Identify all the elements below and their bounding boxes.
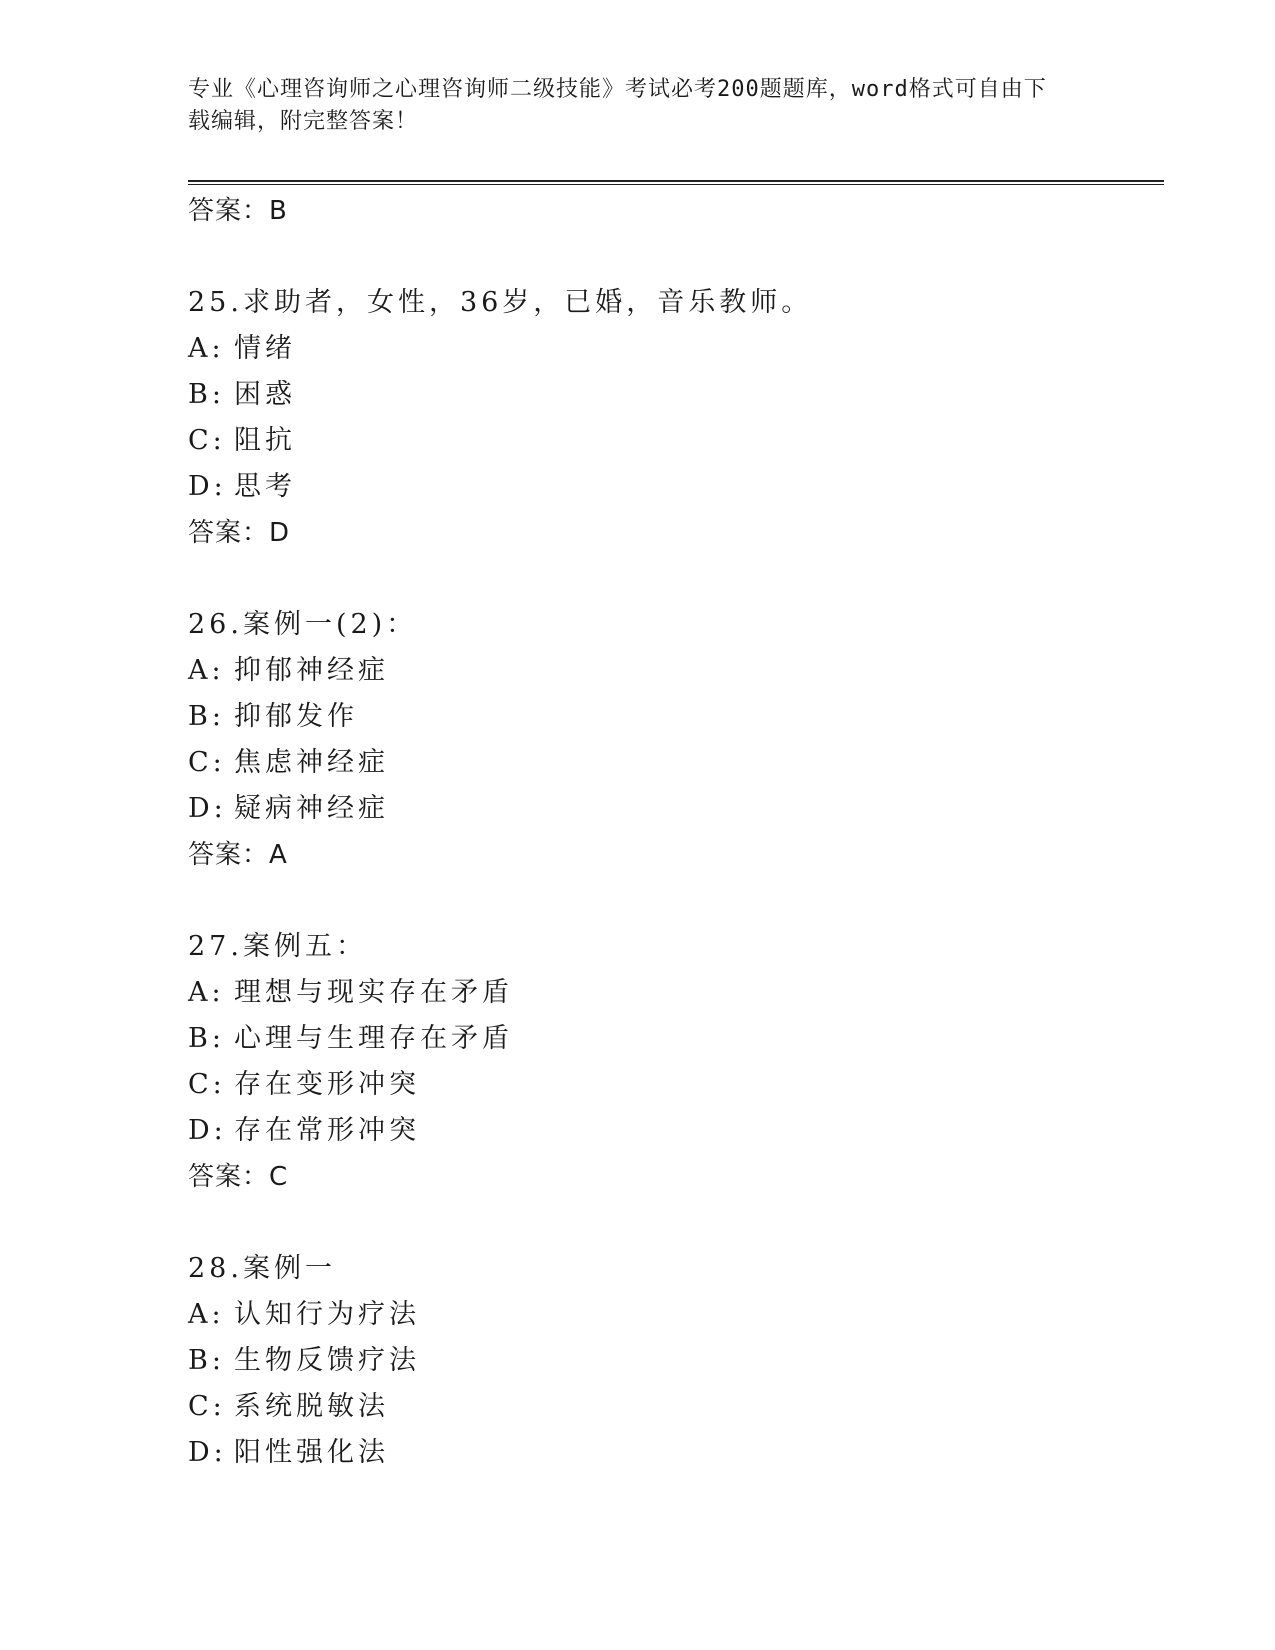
header-divider xyxy=(188,180,1164,185)
option-text: 生物反馈疗法 xyxy=(234,1345,420,1376)
option-label: A: xyxy=(188,333,225,364)
option-b xyxy=(188,1338,1164,1384)
option-text: 疑病神经症 xyxy=(234,793,389,824)
option-text: 困惑 xyxy=(234,379,296,410)
option-text: 系统脱敏法 xyxy=(234,1391,389,1422)
option-a xyxy=(188,1292,1164,1338)
option-b xyxy=(188,372,1164,418)
option-text: 情绪 xyxy=(234,333,296,364)
option-label: A: xyxy=(188,977,225,1008)
option-d xyxy=(188,1430,1164,1476)
option-label: A: xyxy=(188,655,225,686)
question-stem: 25.求助者，女性，36岁，已婚，音乐教师。 xyxy=(188,287,813,318)
option-d xyxy=(188,786,1164,832)
option-text: 阳性强化法 xyxy=(234,1437,389,1468)
option-label: B: xyxy=(188,1023,225,1054)
question-block xyxy=(188,602,1164,878)
option-c xyxy=(188,740,1164,786)
option-label: D: xyxy=(188,793,227,824)
option-c xyxy=(188,1384,1164,1430)
option-text: 存在常形冲突 xyxy=(234,1115,420,1146)
answer-line: 答案：D xyxy=(188,518,291,548)
option-b xyxy=(188,1016,1164,1062)
question-stem: 26.案例一(2)： xyxy=(188,609,418,640)
question-block xyxy=(188,924,1164,1200)
question-block xyxy=(188,280,1164,556)
option-label: D: xyxy=(188,1115,227,1146)
option-label: B: xyxy=(188,379,225,410)
option-text: 理想与现实存在矛盾 xyxy=(234,977,513,1008)
option-label: D: xyxy=(188,471,227,502)
question-block xyxy=(188,1246,1164,1476)
option-c xyxy=(188,418,1164,464)
question-stem: 27.案例五： xyxy=(188,931,367,962)
option-b xyxy=(188,694,1164,740)
option-a xyxy=(188,970,1164,1016)
option-label: C: xyxy=(188,1391,226,1422)
spacer xyxy=(188,234,1164,280)
option-label: C: xyxy=(188,747,226,778)
option-label: C: xyxy=(188,425,226,456)
option-text: 思考 xyxy=(234,471,296,502)
option-label: B: xyxy=(188,701,225,732)
option-label: D: xyxy=(188,1437,227,1468)
spacer xyxy=(188,878,1164,924)
option-text: 存在变形冲突 xyxy=(234,1069,420,1100)
answer-line: 答案：A xyxy=(188,840,288,870)
option-label: A: xyxy=(188,1299,225,1330)
option-a xyxy=(188,326,1164,372)
option-d xyxy=(188,464,1164,510)
option-label: C: xyxy=(188,1069,226,1100)
answer-line: 答案：C xyxy=(188,1162,289,1192)
option-a xyxy=(188,648,1164,694)
question-stem: 28.案例一 xyxy=(188,1253,336,1284)
option-text: 阻抗 xyxy=(234,425,296,456)
option-c xyxy=(188,1062,1164,1108)
option-d xyxy=(188,1108,1164,1154)
spacer xyxy=(188,556,1164,602)
option-text: 心理与生理存在矛盾 xyxy=(234,1023,513,1054)
answer-line: 答案：B xyxy=(188,196,288,226)
option-label: B: xyxy=(188,1345,225,1376)
document-header: 专业《心理咨询师之心理咨询师二级技能》考试必考200题题库，word格式可自由下载编辑，附完整答案！ xyxy=(188,77,1047,134)
option-text: 焦虑神经症 xyxy=(234,747,389,778)
question-list xyxy=(188,188,1164,1476)
option-text: 抑郁神经症 xyxy=(234,655,389,686)
option-text: 抑郁发作 xyxy=(234,701,358,732)
spacer xyxy=(188,1200,1164,1246)
option-text: 认知行为疗法 xyxy=(234,1299,420,1330)
